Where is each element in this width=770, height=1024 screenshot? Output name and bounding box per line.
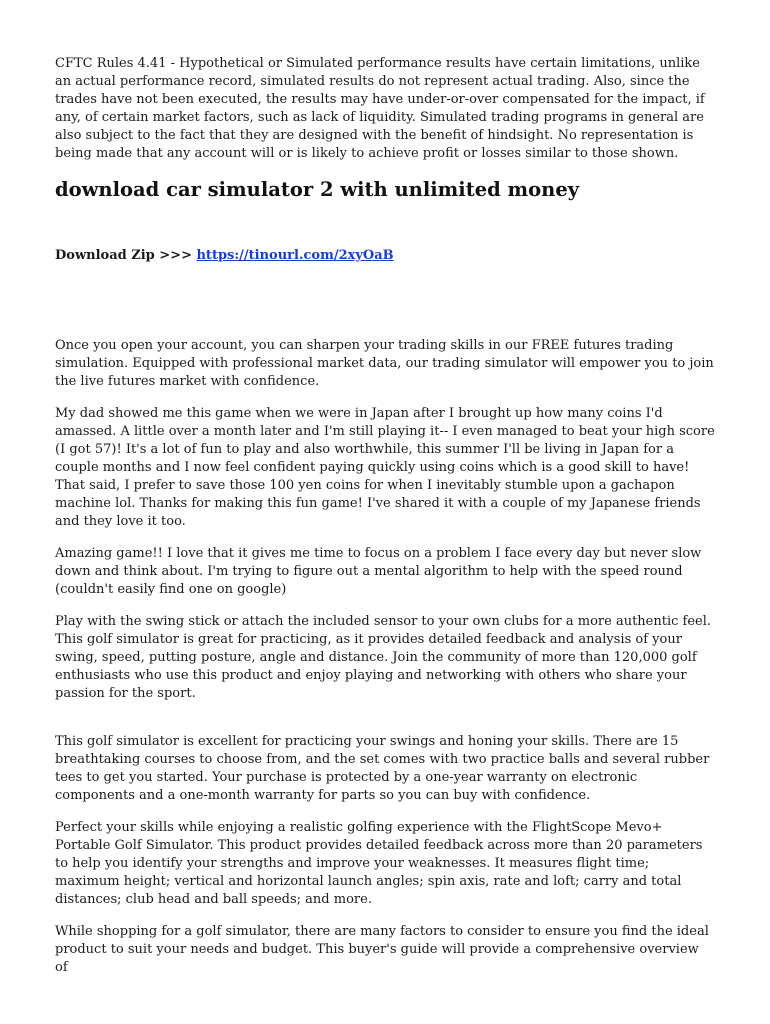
paragraph-japan-coins-review: My dad showed me this game when we were in Japan after I brought up how many coins I'd amassed. A little over a month later and I'm still playing it-- I even managed to beat your high score (I got 57)! It's a lot of fun to play and also worthwhile, this summer I'll be living in Japan for a couple months and I now feel confident paying quickly using coins which is a good skill to have! That said, I prefer to save those 100 yen coins for when I inevitably stumble upon a gachapon machine lol. Thanks for making this fun game! I've shared it with a couple of my Japanese friends and they love it too. [55, 406, 715, 529]
paragraph-swing-stick: Play with the swing stick or attach the included sensor to your own clubs for a more authentic feel. This golf simulator is great for practicing, as it provides detailed feedback and analysis of your swing, speed, putting posture, angle and distance. Join the community of more than 120,000 golf enthusiasts who use this product and enjoy playing and networking with others who share your passion for the sport. [55, 614, 712, 701]
download-line [55, 247, 715, 265]
document-page [55, 55, 715, 991]
download-link[interactable]: https://tinourl.com/2xyOaB [196, 248, 394, 263]
paragraph-golf-courses: This golf simulator is excellent for practicing your swings and honing your skills. There are 15 breathtaking courses to choose from, and the set comes with two practice balls and several rubber tees to get you started. Your purchase is protected by a one-year warranty on electronic components and a one-month warranty for parts so you can buy with confidence. [55, 734, 710, 803]
paragraph-flightscope: Perfect your skills while enjoying a realistic golfing experience with the FlightScope Mevo+ Portable Golf Simulator. This product provides detailed feedback across more than 20 parameters to help you identify your strengths and improve your weaknesses. It measures flight time; maximum height; vertical and horizontal launch angles; spin axis, rate and loft; carry and total distances; club head and ball speeds; and more. [55, 820, 703, 907]
paragraph-speed-round-review: Amazing game!! I love that it gives me time to focus on a problem I face every day but never slow down and think about. I'm trying to figure out a mental algorithm to help with the speed round (couldn't easily find one on google) [55, 546, 702, 597]
paragraph-buyers-guide: While shopping for a golf simulator, there are many factors to consider to ensure you find the ideal product to suit your needs and budget. This buyer's guide will provide a comprehensive overview of [55, 924, 709, 975]
paragraph-trading-simulation: Once you open your account, you can sharpen your trading skills in our FREE futures trading simulation. Equipped with professional market data, our trading simulator will empower you to join the live futures market with confidence. [55, 338, 714, 389]
disclaimer-paragraph: CFTC Rules 4.41 - Hypothetical or Simulated performance results have certain limitations, unlike an actual performance record, simulated results do not represent actual trading. Also, since the trades have not been executed, the results may have under-or-over compensated for the impact, if any, of certain market factors, such as lack of liquidity. Simulated trading programs in general are also subject to the fact that they are designed with the benefit of hindsight. No representation is being made that any account will or is likely to achieve profit or losses similar to those shown. [55, 56, 705, 161]
page-title: download car simulator 2 with unlimited money [55, 178, 580, 201]
download-label: Download Zip >>> [55, 248, 197, 263]
